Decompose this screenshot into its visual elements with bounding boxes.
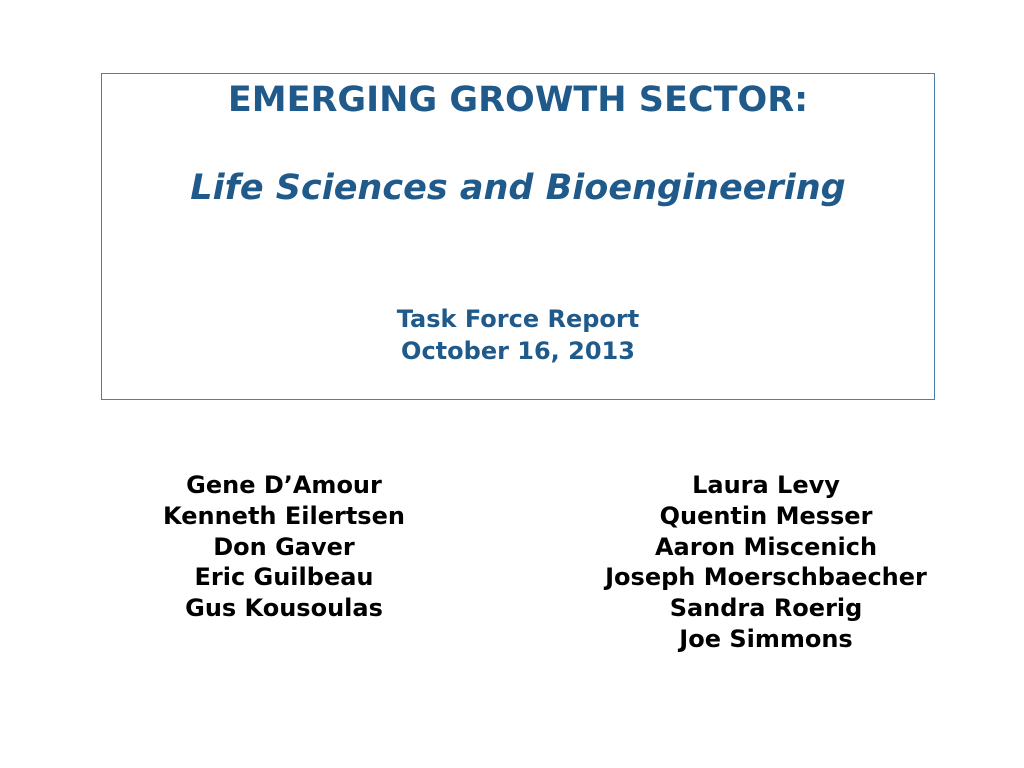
members-left-column <box>114 470 454 624</box>
member-name: Aaron Miscenich <box>654 532 878 561</box>
report-label: Task Force Report <box>396 305 640 333</box>
member-name: Sandra Roerig <box>669 594 863 623</box>
members-right-column <box>560 470 972 655</box>
member-name: Joseph Moerschbaecher <box>605 563 927 592</box>
member-name: Don Gaver <box>213 532 355 561</box>
member-name: Joe Simmons <box>679 624 853 653</box>
title-box <box>101 73 935 400</box>
report-date: October 16, 2013 <box>401 337 635 365</box>
member-name: Laura Levy <box>692 471 840 499</box>
member-name: Quentin Messer <box>659 501 873 530</box>
member-name: Kenneth Eilertsen <box>163 501 405 530</box>
slide-subtitle: Life Sciences and Bioengineering <box>190 168 846 208</box>
member-name: Gus Kousoulas <box>185 594 383 623</box>
member-name: Eric Guilbeau <box>194 563 374 592</box>
slide-heading: EMERGING GROWTH SECTOR: <box>227 80 809 120</box>
member-name: Gene D’Amour <box>186 471 382 499</box>
